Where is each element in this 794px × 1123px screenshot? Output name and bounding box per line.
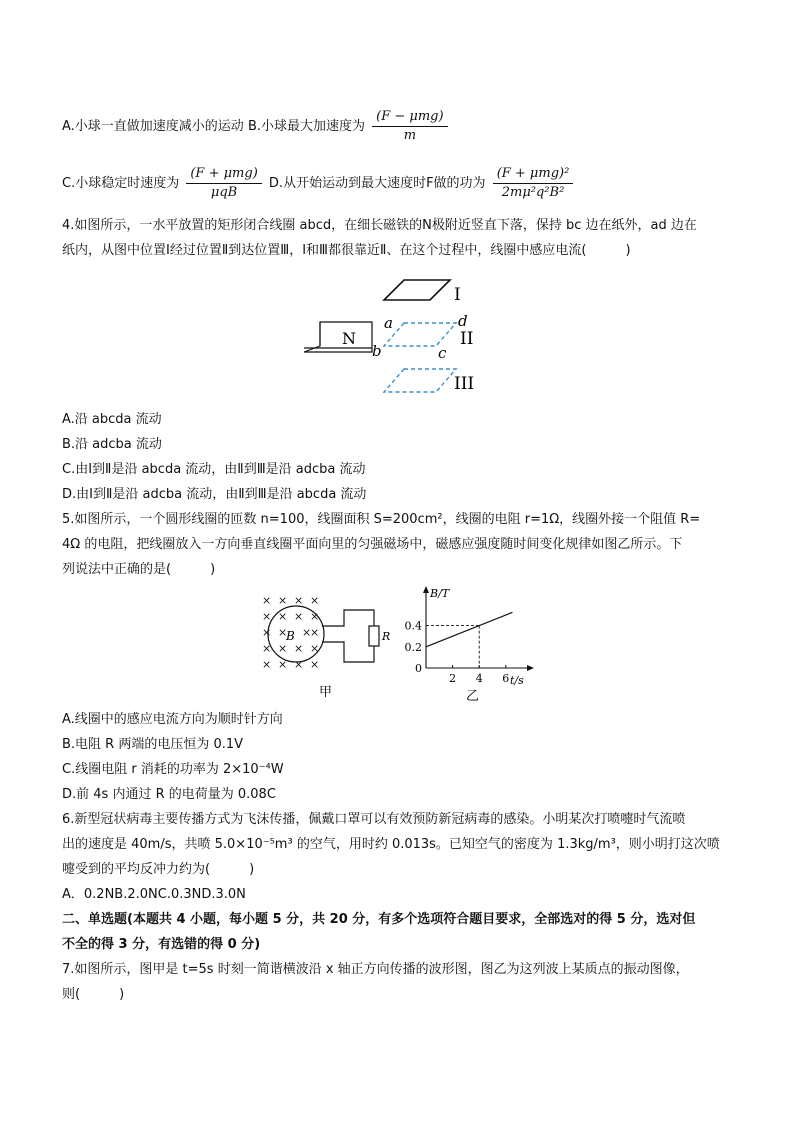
fraction-numerator: (F + μmg) <box>186 165 261 184</box>
svg-text:×: × <box>278 594 288 607</box>
svg-text:×: × <box>278 610 288 623</box>
label-c: c <box>438 344 447 362</box>
q5-option-b: B.电阻 R 两端的电压恒为 0.1V <box>62 737 244 752</box>
q6-stem-line1: 6.新型冠状病毒主要传播方式为飞沫传播，佩戴口罩可以有效预防新冠病毒的感染。小明某次打喷嚏时气流喷 <box>62 812 686 827</box>
svg-text:×: × <box>310 610 320 623</box>
circuit-wire <box>322 610 374 662</box>
q6-options: A．0.2NB.2.0NC.0.3ND.3.0N <box>62 887 246 902</box>
q4-option-b: B.沿 adcba 流动 <box>62 437 162 452</box>
q4-option-c: C.由Ⅰ到Ⅱ是沿 abcda 流动，由Ⅱ到Ⅲ是沿 adcba 流动 <box>62 462 366 477</box>
section2-heading-line1: 二、单选题(本题共 4 小题，每小题 5 分，共 20 分，有多个选项符合题目要求，全部选对的得 5 分，选对但 <box>62 912 696 927</box>
q4-stem-line1: 4.如图所示，一水平放置的矩形闭合线圈 abcd，在细长磁铁的N极附近竖直下落，保持 bc 边在纸外，ad 边在 <box>62 218 697 233</box>
fraction-denominator: 2mμ²q²B² <box>501 185 565 200</box>
coil-position-2 <box>384 323 456 346</box>
label-pos-2: II <box>460 329 474 349</box>
q3-option-c-d-line <box>62 165 576 202</box>
q6-stem-line3: 嚏受到的平均反冲力约为( ) <box>62 862 255 877</box>
svg-text:×: × <box>310 626 320 639</box>
svg-text:×: × <box>262 658 272 671</box>
q5-stem-line2: 4Ω 的电阻，把线圈放入一方向垂直线圈平面向里的匀强磁场中，磁感应强度随时间变化规律如图乙所示。下 <box>62 537 683 552</box>
x-tick-label: 6 <box>502 672 510 685</box>
svg-text:×: × <box>294 594 304 607</box>
x-axis-label: t/s <box>510 674 524 687</box>
resistor-r <box>369 626 379 646</box>
q4-option-d: D.由Ⅰ到Ⅱ是沿 adcba 流动，由Ⅱ到Ⅲ是沿 abcda 流动 <box>62 487 367 502</box>
y-tick-label: 0.4 <box>404 619 422 633</box>
q5-option-c: C.线圈电阻 r 消耗的功率为 2×10⁻⁴W <box>62 762 284 777</box>
label-a: a <box>384 314 393 332</box>
coil-position-3 <box>384 369 456 392</box>
svg-text:×: × <box>278 658 288 671</box>
q3-option-c-fraction <box>186 165 261 202</box>
label-yi: 乙 <box>466 689 480 702</box>
y-tick-label: 0.2 <box>404 640 422 654</box>
q3-option-b-prefix: B.小球最大加速度为 <box>247 119 366 134</box>
fraction-denominator: μqB <box>210 185 238 200</box>
x-tick-label: 2 <box>449 672 457 685</box>
fraction-numerator: (F + μmg)² <box>493 165 574 184</box>
svg-text:×: × <box>262 626 272 639</box>
q3-option-a-b-line <box>62 108 451 145</box>
y-axis-label: B/T <box>430 587 450 600</box>
q5-option-d: D.前 4s 内通过 R 的电荷量为 0.08C <box>62 787 276 802</box>
coil-position-1 <box>384 280 450 300</box>
q3-option-b-fraction <box>372 108 447 145</box>
label-r: R <box>382 630 391 643</box>
q5-figure-jia <box>256 590 396 702</box>
q5-stem-line1: 5.如图所示，一个圆形线圈的匝数 n=100，线圈面积 S=200cm²，线圈的电阻 r=1Ω，线圈外接一个阻值 R= <box>62 512 701 527</box>
svg-text:×: × <box>278 626 288 639</box>
svg-text:×: × <box>262 642 272 655</box>
svg-text:×: × <box>262 594 272 607</box>
q4-stem-line2: 纸内，从图中位置Ⅰ经过位置Ⅱ到达位置Ⅲ，Ⅰ和Ⅲ都很靠近Ⅱ、在这个过程中，线圈中感应电流( ) <box>62 243 631 258</box>
q5-option-a: A.线圈中的感应电流方向为顺时针方向 <box>62 712 283 727</box>
label-d: d <box>458 312 468 330</box>
q3-option-d-prefix: D.从开始运动到最大速度时F做的功为 <box>268 176 486 191</box>
svg-text:×: × <box>310 594 320 607</box>
label-jia: 甲 <box>319 685 333 700</box>
q7-stem-line2: 则( ) <box>62 987 125 1002</box>
svg-text:×: × <box>262 610 272 623</box>
svg-text:×: × <box>310 642 320 655</box>
q4-option-a: A.沿 abcda 流动 <box>62 412 162 427</box>
label-n-pole: N <box>342 329 356 348</box>
svg-text:×: × <box>278 642 288 655</box>
svg-text:×: × <box>294 642 304 655</box>
fraction-numerator: (F − μmg) <box>372 108 447 127</box>
q4-figure <box>300 276 500 398</box>
label-b: b <box>372 342 382 360</box>
section2-heading-line2: 不全的得 3 分，有选错的得 0 分) <box>62 937 261 952</box>
svg-text:×: × <box>302 626 312 639</box>
fraction-denominator: m <box>403 128 417 143</box>
q7-stem-line1: 7.如图所示，图甲是 t=5s 时刻一简谐横波沿 x 轴正方向传播的波形图，图乙为这列波上某质点的振动图像， <box>62 962 689 977</box>
b-t-line <box>426 612 512 646</box>
x-tick-label: 4 <box>475 672 483 685</box>
svg-text:×: × <box>310 658 320 671</box>
q5-stem-line3: 列说法中正确的是( ) <box>62 562 216 577</box>
q3-option-c-prefix: C.小球稳定时速度为 <box>62 176 180 191</box>
label-pos-1: I <box>454 285 461 305</box>
svg-text:×: × <box>294 658 304 671</box>
y-tick-label: 0 <box>415 662 422 675</box>
svg-text:×: × <box>294 610 304 623</box>
label-b-field: B <box>286 629 295 643</box>
q3-option-a: A.小球一直做加速度减小的运动 <box>62 119 244 134</box>
q6-stem-line2: 出的速度是 40m/s，共喷 5.0×10⁻⁵m³ 的空气，用时约 0.013s。已知空气的密度为 1.3kg/m³，则小明打这次喷 <box>62 837 720 852</box>
label-pos-3: III <box>454 374 475 394</box>
q3-option-d-fraction <box>493 165 574 202</box>
q5-figure-yi-chart <box>398 584 538 702</box>
